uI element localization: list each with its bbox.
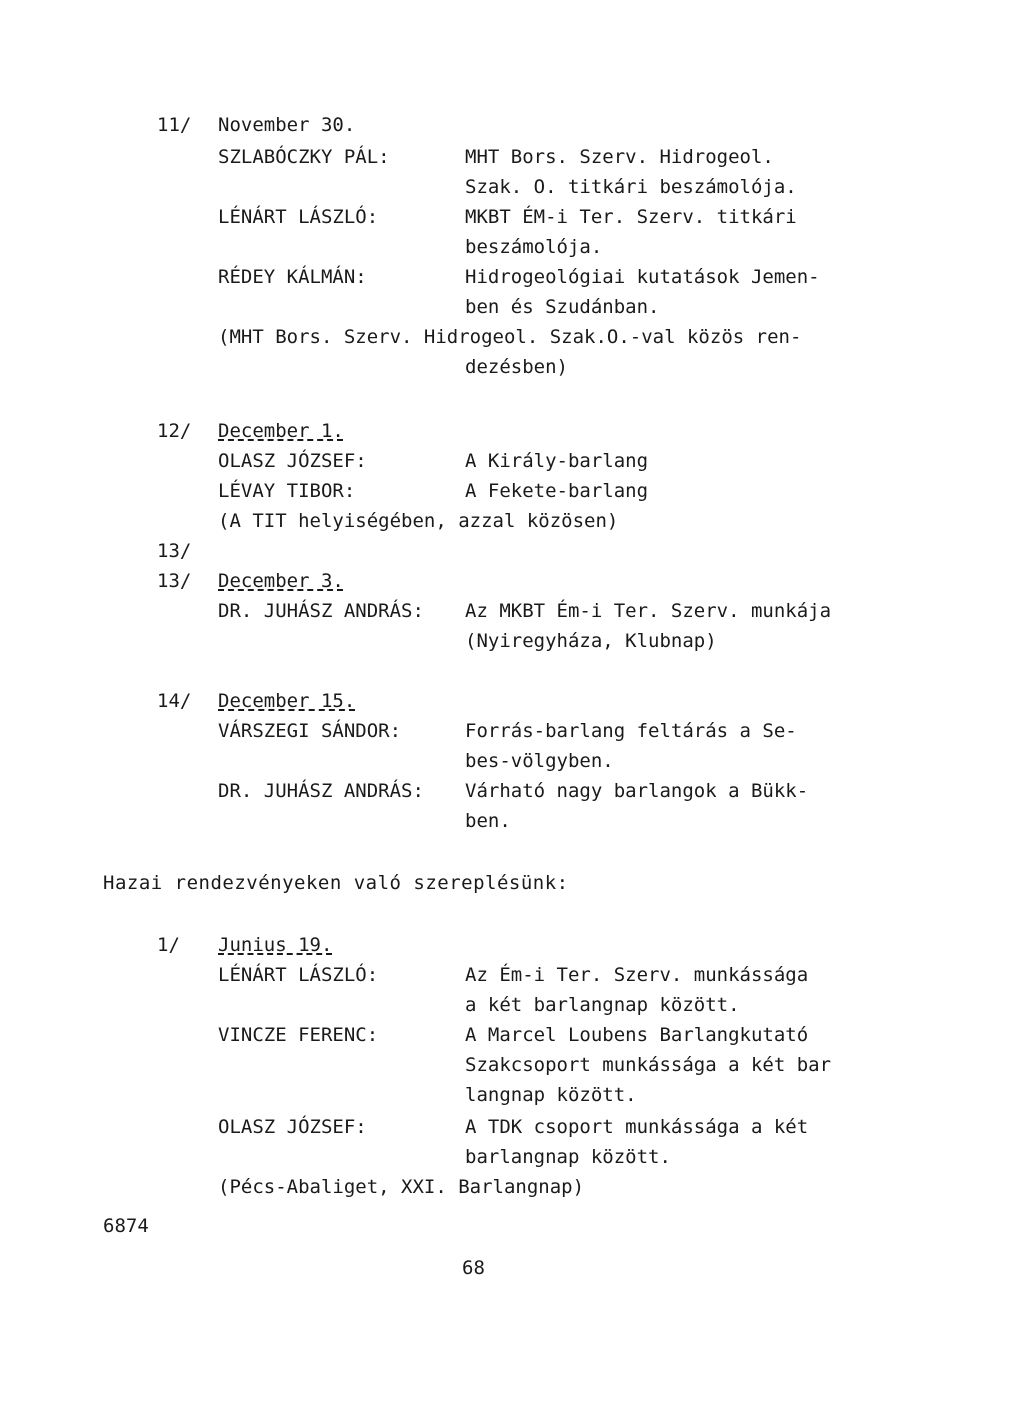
speaker-name: DR. JUHÁSZ ANDRÁS: <box>218 600 424 622</box>
talk-title-line: MKBT ÉM-i Ter. Szerv. titkári <box>465 206 797 228</box>
talk-title-line: beszámolója. <box>465 236 603 258</box>
speaker-name: LÉVAY TIBOR: <box>218 480 356 502</box>
talk-title-line: Szak. O. titkári beszámolója. <box>465 176 797 198</box>
section-note-line: (Pécs-Abaliget, XXI. Barlangnap) <box>218 1176 585 1198</box>
section-number: 1/ <box>157 934 180 956</box>
section-number: 12/ <box>157 420 192 442</box>
document-code: 6874 <box>103 1215 149 1237</box>
section-date: December 1. <box>218 420 344 442</box>
domestic-heading: Hazai rendezvényeken való szereplésünk: <box>103 872 569 894</box>
speaker-name: LÉNÁRT LÁSZLÓ: <box>218 206 379 228</box>
section-number: 14/ <box>157 690 192 712</box>
speaker-name: RÉDEY KÁLMÁN: <box>218 266 367 288</box>
talk-title-line: (Nyiregyháza, Klubnap) <box>465 630 717 652</box>
talk-title-line: Forrás-barlang feltárás a Se- <box>465 720 797 742</box>
talk-title-line: bes-völgyben. <box>465 750 614 772</box>
talk-title-line: a két barlangnap között. <box>465 994 740 1016</box>
speaker-name: OLASZ JÓZSEF: <box>218 450 367 472</box>
section-note-line: (MHT Bors. Szerv. Hidrogeol. Szak.O.-val közös ren- <box>218 326 802 348</box>
section-date: December 15. <box>218 690 356 712</box>
talk-title-line: Az Ém-i Ter. Szerv. munkássága <box>465 964 809 986</box>
talk-title-line: barlangnap között. <box>465 1146 671 1168</box>
section-date: Junius 19. <box>218 934 333 956</box>
talk-title-line: ben. <box>465 810 511 832</box>
talk-title-line: ben és Szudánban. <box>465 296 660 318</box>
section-date: November 30. <box>218 114 356 136</box>
speaker-name: VÁRSZEGI SÁNDOR: <box>218 720 402 742</box>
talk-title-line: Szakcsoport munkássága a két bar <box>465 1054 832 1076</box>
section-number: 13/ <box>157 570 192 592</box>
talk-title-line: A Király-barlang <box>465 450 649 472</box>
talk-title-line: A Fekete-barlang <box>465 480 649 502</box>
talk-title-line: A Marcel Loubens Barlangkutató <box>465 1024 809 1046</box>
section-date: December 3. <box>218 570 344 592</box>
speaker-name: OLASZ JÓZSEF: <box>218 1116 367 1138</box>
speaker-name: DR. JUHÁSZ ANDRÁS: <box>218 780 424 802</box>
section-note-line: dezésben) <box>465 356 568 378</box>
talk-title-line: Várható nagy barlangok a Bükk- <box>465 780 809 802</box>
section-note-line: (A TIT helyiségében, azzal közösen) <box>218 510 619 532</box>
talk-title-line: A TDK csoport munkássága a két <box>465 1116 809 1138</box>
section-number-extra: 13/ <box>157 540 192 562</box>
section-number: 11/ <box>157 114 192 136</box>
speaker-name: SZLABÓCZKY PÁL: <box>218 146 390 168</box>
page-number: 68 <box>462 1257 485 1279</box>
talk-title-line: Az MKBT Ém-i Ter. Szerv. munkája <box>465 600 832 622</box>
talk-title-line: Hidrogeológiai kutatások Jemen- <box>465 266 820 288</box>
speaker-name: VINCZE FERENC: <box>218 1024 379 1046</box>
speaker-name: LÉNÁRT LÁSZLÓ: <box>218 964 379 986</box>
talk-title-line: MHT Bors. Szerv. Hidrogeol. <box>465 146 774 168</box>
talk-title-line: langnap között. <box>465 1084 637 1106</box>
